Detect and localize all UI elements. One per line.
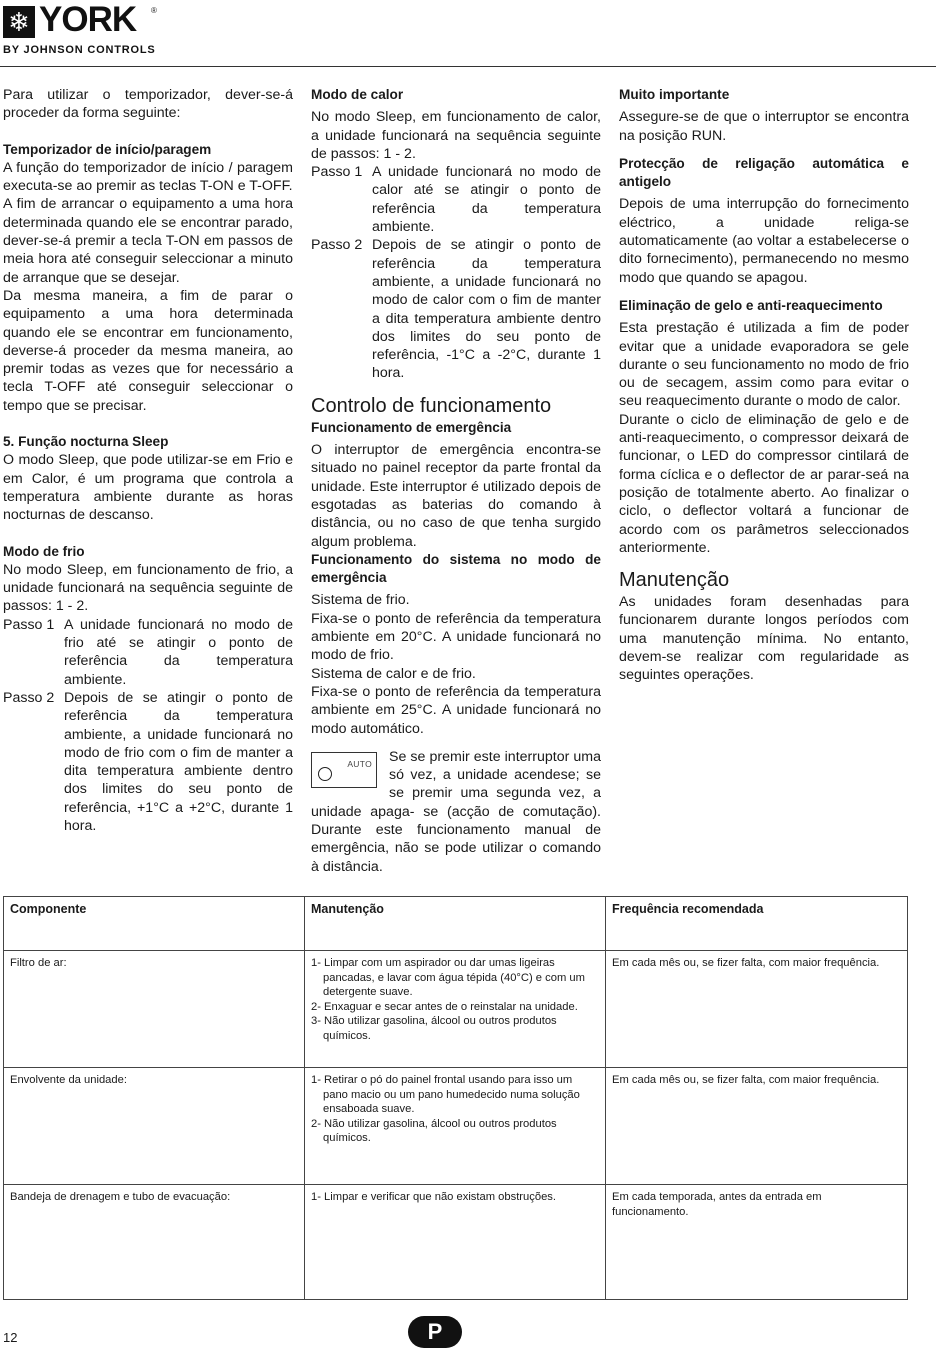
table-header-cell: Manutenção: [305, 897, 606, 951]
switch-button-icon: [318, 767, 332, 781]
column-right: [619, 86, 909, 685]
auto-switch-section: [311, 748, 601, 876]
system-heat-title: Sistema de calor e de frio.: [311, 665, 476, 682]
frequency-cell: Em cada mês ou, se fizer falta, com maior frequência.: [606, 1068, 908, 1185]
restart-paragraph: Depois de uma interrupção do fornecimento eléctrico, a unidade religa-se automaticamente (ao voltar a estabelecerse o dito fornecimento), permanecendo no mesmo modo que quando se apagou.: [619, 196, 909, 286]
step-label: Passo 2: [311, 237, 363, 254]
heat-step-2: [311, 236, 601, 382]
step-label: Passo 1: [3, 616, 55, 633]
step-text: A unidade funcionará no modo de calor até se atingir o ponto de referência da temperatura ambiente.: [372, 164, 601, 236]
heat-mode-paragraph: No modo Sleep, em funcionamento de calor, a unidade funcionará na sequência seguinte de passos: 1 - 2.: [311, 109, 601, 162]
sleep-paragraph: O modo Sleep, que pode utilizar-se em Frio e em Calor, é um programa que controla a temperatura ambiente durante as horas nocturnas de descanso.: [3, 452, 293, 524]
heat-mode-heading: Modo de calor: [311, 87, 404, 102]
system-heat-paragraph: Fixa-se o ponto de referência da temperatura ambiente em 25°C. A unidade funcionará no modo automático.: [311, 683, 601, 737]
heat-step-1: [311, 163, 601, 236]
table-header-row: [4, 897, 908, 951]
table-row: [4, 1185, 908, 1300]
auto-switch-illustration: [311, 752, 377, 788]
page-number: 12: [3, 1330, 18, 1345]
logo-wordmark: YORK: [39, 0, 137, 39]
york-logo: [3, 0, 163, 56]
maintenance-paragraph: As unidades foram desenhadas para funcionarem durante longos períodos com uma manutenção mínima. No entanto, devem-se realizar com regularidade as seguintes operações.: [619, 594, 909, 684]
table-row: [4, 1068, 908, 1185]
table-row: [4, 951, 908, 1068]
cold-step-2: [3, 689, 293, 835]
maintenance-step: 1- Limpar com um aspirador ou dar umas ligeiras pancadas, e lavar com água tépida (40°C) e com um detergente suave.: [311, 957, 585, 998]
language-badge: P: [408, 1316, 462, 1348]
important-heading: Muito importante: [619, 87, 730, 102]
column-left: [3, 86, 293, 835]
sleep-heading: 5. Função nocturna Sleep: [3, 434, 169, 450]
column-middle: [311, 86, 601, 876]
important-paragraph: Assegure-se de que o interruptor se encontra na posição RUN.: [619, 109, 909, 144]
component-cell: Bandeja de drenagem e tubo de evacuação:: [4, 1185, 305, 1300]
maintenance-step: 2- Não utilizar gasolina, álcool ou outros produtos químicos.: [311, 1117, 557, 1144]
timer-heading: Temporizador de início/paragem: [3, 141, 212, 157]
defrost-paragraph-1: Esta prestação é utilizada a fim de poder evitar que a unidade evaporadora se gele durante o seu funcionamento no modo de frio ou de secagem, assim como para evitar o seu reaquecimento durante o modo de calor.: [619, 320, 909, 410]
system-cold-title: Sistema de frio.: [311, 592, 410, 609]
control-heading: Controlo de funcionamento: [311, 394, 552, 417]
frequency-cell: Em cada temporada, antes da entrada em funcionamento.: [606, 1185, 908, 1300]
frequency-cell: Em cada mês ou, se fizer falta, com maior frequência.: [606, 951, 908, 1068]
step-text: Depois de se atingir o ponto de referência da temperatura ambiente, a unidade funcionará no modo de frio com o fim de manter a dita temperatura ambiente dentro dos limites do seu ponto de referência, +1°C a +2°C, durante 1 hora.: [64, 689, 293, 834]
restart-heading: Protecção de religação automática e antigelo: [619, 155, 909, 190]
timer-paragraph-1: A função do temporizador de início / paragem executa-se ao premir as teclas T-ON e T-OFF.: [3, 159, 293, 195]
maintenance-heading: Manutenção: [619, 569, 730, 592]
emergency-system-heading: Funcionamento do sistema no modo de emergência: [311, 551, 601, 586]
logo-subtitle: BY JOHNSON CONTROLS: [3, 44, 156, 56]
step-label: Passo 2: [3, 689, 55, 706]
table-header-cell: Frequência recomendada: [606, 897, 908, 951]
defrost-paragraph-2: Durante o ciclo de eliminação de gelo e de anti-reaquecimento, o compressor deixará de funcionar, o LED do compressor cintilará de forma cíclica e o deflector de ar parar-seá na posição de totalmente aberto. Ao finalizar o ciclo, o deflector voltará a funcionar de acordo com os parâmetros seleccionados anteriormente.: [619, 411, 909, 556]
maintenance-cell: [305, 1185, 606, 1300]
emergency-paragraph: O interruptor de emergência encontra-se situado no painel receptor da parte frontal da unidade. Este interruptor é utilizado depois de esgotadas as baterias do comando à distância, ou no caso de que tenha surgido algum problema.: [311, 442, 601, 550]
timer-intro: Para utilizar o temporizador, dever-se-á proceder da forma seguinte:: [3, 87, 293, 122]
step-text: A unidade funcionará no modo de frio até se atingir o ponto de referência da temperatura ambiente.: [64, 616, 293, 688]
cold-mode-heading: Modo de frio: [3, 543, 85, 559]
table-header-cell: Componente: [4, 897, 305, 951]
maintenance-step: 2- Enxaguar e secar antes de o reinstalar na unidade.: [311, 1000, 578, 1013]
switch-paragraph: Se se premir este interruptor uma só vez, a unidade acendese; se se premir uma segunda vez, a unidade apaga- se (acção de comutação). Durante este funcionamento manual de emergência, não se pode utilizar o comando à distância.: [311, 748, 601, 875]
system-cold-paragraph: Fixa-se o ponto de referência da temperatura ambiente em 20°C. A unidade funcionará no modo de frio.: [311, 610, 601, 664]
maintenance-cell: [305, 1068, 606, 1185]
emergency-heading: Funcionamento de emergência: [311, 419, 512, 435]
cold-mode-paragraph: No modo Sleep, em funcionamento de frio, a unidade funcionará na sequência seguinte de passos: 1 - 2.: [3, 561, 293, 615]
timer-paragraph-3: Da mesma maneira, a fim de parar o equipamento a uma hora determinada quando ele se encontrar em funcionamento, deverse-á proceder da mesma maneira, ao premir todas as vezes que for necessário a tecla T-OFF até conseguir seleccionar o tempo que se precisar.: [3, 287, 293, 414]
logo-registered-mark: ®: [151, 6, 157, 15]
component-cell: Envolvente da unidade:: [4, 1068, 305, 1185]
maintenance-cell: [305, 951, 606, 1068]
maintenance-step: 1- Limpar e verificar que não existam obstruções.: [311, 1191, 556, 1203]
snowflake-icon: ❄: [3, 6, 35, 38]
maintenance-table: [3, 896, 908, 1300]
maintenance-step: 1- Retirar o pó do painel frontal usando para isso um pano macio ou um pano humedecido numa solução ensaboada suave.: [311, 1074, 580, 1115]
step-label: Passo 1: [311, 164, 363, 181]
defrost-heading: Eliminação de gelo e anti-reaquecimento: [619, 297, 883, 313]
timer-paragraph-2: A fim de arrancar o equipamento a uma hora determinada quando ele se encontrar parado, dever-se-á premir a tecla T-ON em passos de meia hora até conseguir seleccionar a minuto de arranque que se desejar.: [3, 196, 293, 286]
maintenance-step: 3- Não utilizar gasolina, álcool ou outros produtos químicos.: [311, 1015, 557, 1042]
auto-label: AUTO: [347, 758, 372, 769]
component-cell: Filtro de ar:: [4, 951, 305, 1068]
step-text: Depois de se atingir o ponto de referência da temperatura ambiente, a unidade funcionará no modo de calor com o fim de manter a dita temperatura ambiente dentro dos limites do seu ponto de referência, -1°C a -2°C, durante 1 hora.: [372, 237, 601, 382]
cold-step-1: [3, 616, 293, 689]
header-divider: [0, 66, 936, 67]
